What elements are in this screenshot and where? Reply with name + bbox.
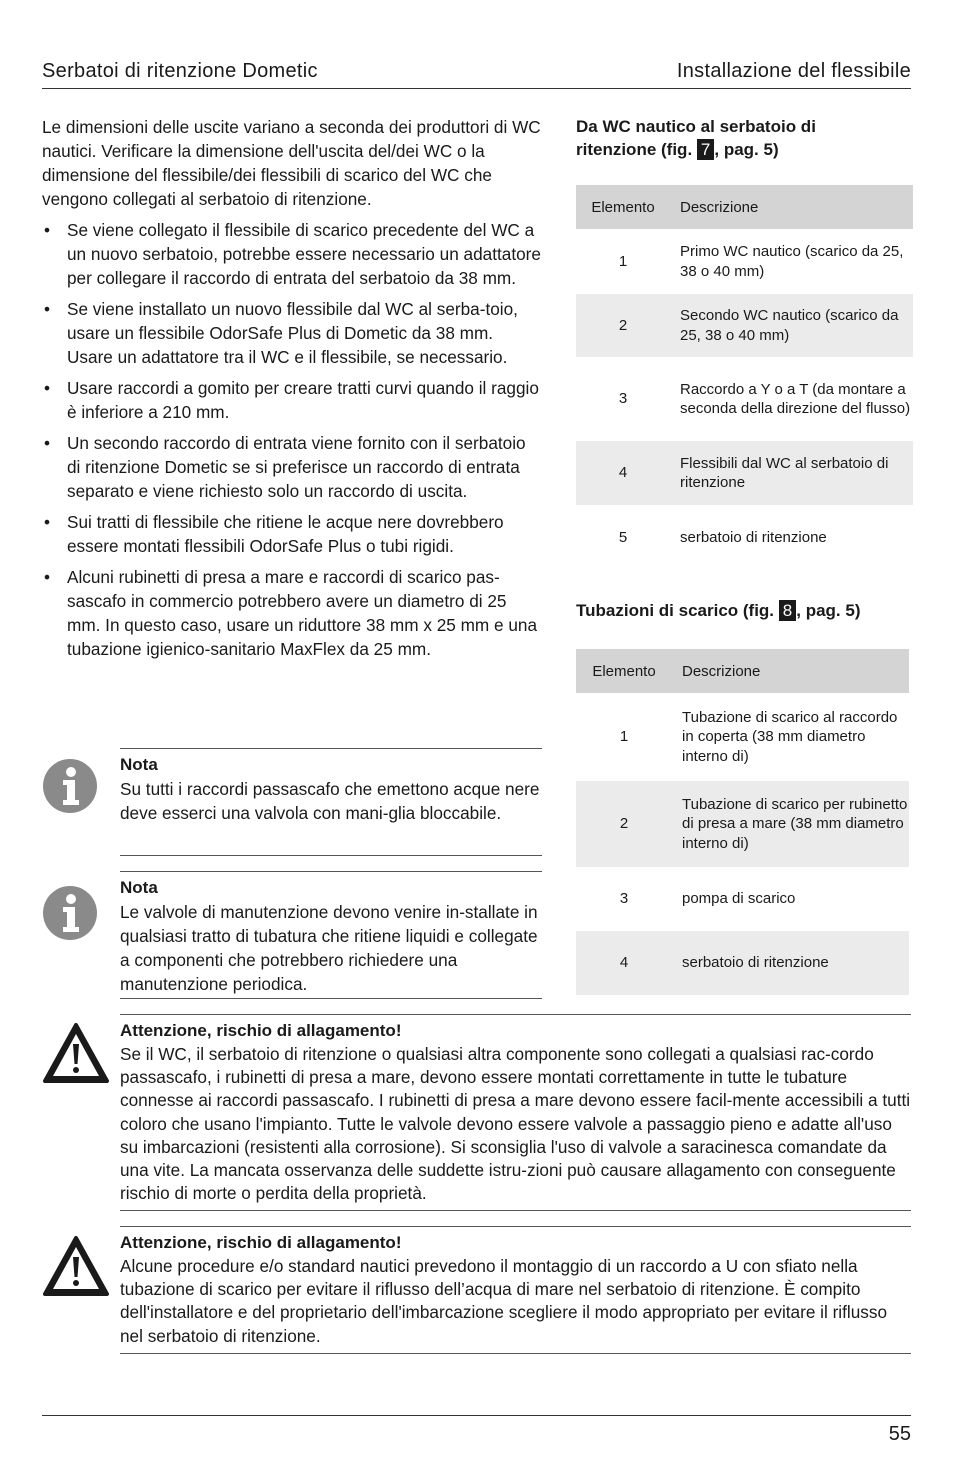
row-number: 1: [619, 728, 629, 746]
table2-title: [576, 599, 916, 622]
table2-title-text: Tubazioni di scarico (fig.: [576, 601, 775, 620]
table-header-row: [576, 649, 909, 693]
list-item: • Usare raccordi a gomito per creare tratti curvi quando il raggio è inferiore a 210 mm.: [42, 376, 542, 424]
table2-title-suffix: , pag. 5): [796, 601, 861, 620]
warning-triangle-icon: [42, 1235, 110, 1297]
section-header-title: Installazione del flessibile: [676, 60, 911, 82]
warning-title: Attenzione, rischio di allagamento!: [120, 1233, 402, 1252]
row-description: Flessibili dal WC al serbatoio di ritenzione: [670, 441, 913, 505]
table1-title: [576, 115, 876, 161]
document-header-title: Serbatoi di ritenzione Dometic: [42, 60, 318, 82]
note-top-rule: [120, 871, 542, 872]
row-description: serbatoio di ritenzione: [672, 931, 909, 995]
warning-body: Alcune procedure e/o standard nautici prevedono il montaggio di un raccordo a U con sfiato nella tubazione di scarico per evitare il riflusso dell’acqua di mare nel serbatoio di ritenzione. È compito dell'installatore e del proprietario dell'imbarcazione scegliere il modo appropriato per evitare il riflusso nel serbatoio di ritenzione.: [120, 1256, 888, 1346]
warning-top-rule: [120, 1226, 911, 1227]
list-item: • Sui tratti di flessibile che ritiene le acque nere dovrebbero essere montati flessibili OdorSafe Plus o tubi rigidi.: [42, 510, 542, 558]
warning-title: Attenzione, rischio di allagamento!: [120, 1021, 402, 1040]
table-row: [576, 294, 913, 357]
row-number: 1: [618, 252, 628, 270]
column-header-descrizione: Descrizione: [670, 185, 913, 229]
table-row: [576, 441, 913, 505]
note-body: Su tutti i raccordi passascafo che emettono acque nere deve esserci una valvola con mani-glia bloccabile.: [120, 779, 540, 823]
row-number: 2: [576, 781, 672, 867]
table1-title-text: Da WC nautico al serbatoio di ritenzione (fig.: [576, 117, 816, 159]
components-table: [576, 185, 913, 570]
row-description: Tubazione di scarico per rubinetto di presa a mare (38 mm diametro interno di): [672, 781, 909, 867]
table-row: [576, 931, 909, 995]
note-title: Nota: [120, 755, 158, 774]
page-number: 55: [888, 1423, 911, 1445]
list-item: • Un secondo raccordo di entrata viene fornito con il serbatoio di ritenzione Dometic se si preferisce un raccordo di entrata separato e viene richiesto solo un raccordo di uscita.: [42, 431, 542, 503]
table-row: [576, 781, 909, 867]
table-row: [576, 867, 909, 931]
table-row: [576, 229, 913, 294]
note-bottom-rule: [120, 855, 542, 856]
note-top-rule: [120, 748, 542, 749]
table-row: [576, 693, 909, 781]
column-header-elemento: Elemento: [576, 649, 672, 693]
row-description: serbatoio di ritenzione: [680, 528, 827, 546]
intro-paragraph: Le dimensioni delle uscite variano a seconda dei produttori di WC nautici. Verificare la dimensione dell'uscita del/dei WC o la dimensione del flessibile/dei flessibili di scarico del WC che vengono collegati al serbatoio di ritenzione.: [42, 117, 541, 209]
intro-section: [42, 115, 542, 668]
header-divider: [42, 88, 911, 89]
table-row: [576, 357, 913, 441]
table-header-row: [576, 185, 913, 229]
info-icon: [42, 758, 98, 814]
warning-body: Se il WC, il serbatoio di ritenzione o qualsiasi altra componente sono collegati a qualsiasi rac-cordo passascafo, i rubinetti di presa a mare, devono essere montati correttamente in tutte le tubature connesse ai raccordi passascafo. I rubinetti di presa a mare devono essere facil-mente accessibili a tutti coloro che usano l'impianto. Tutte le valvole devono essere valvole a passaggio pieno e adatte all'uso su imbarcazioni (resistenti alla corrosione). Si sconsiglia l'uso di valvole a saracinesca comandate da una vite. La mancata osservanza delle suddette istru-zioni può causare allagamento con conseguente rischio di morte o perdita della proprietà.: [120, 1044, 911, 1204]
row-number: 4: [576, 441, 670, 505]
note-title: Nota: [120, 878, 158, 897]
note-body: Le valvole di manutenzione devono venire in-stallate in qualsiasi tratto di tubatura che ritiene liquidi e collegate a componenti che potrebbero richiedere una manutenzione periodica.: [120, 902, 538, 994]
warning-bottom-rule: [120, 1353, 911, 1354]
figure-ref-badge: 7: [697, 139, 714, 160]
row-description: Tubazione di scarico al raccordo in coperta (38 mm diametro interno di): [682, 708, 898, 765]
row-number: 4: [576, 931, 672, 995]
row-number: 2: [576, 294, 670, 357]
row-description: pompa di scarico: [682, 890, 796, 908]
row-number: 5: [618, 528, 628, 546]
list-item: • Alcuni rubinetti di presa a mare e raccordi di scarico pas-sascafo in commercio potrebbero avere un diametro di 25 mm. In questo caso, usare un riduttore 38 mm x 25 mm e una tubazione igienico-sanitario MaxFlex da 25 mm.: [42, 565, 542, 661]
warning-top-rule: [120, 1014, 911, 1015]
info-icon: [42, 885, 98, 941]
table1-title-suffix: , pag. 5): [714, 140, 779, 159]
footer-divider: [42, 1415, 911, 1416]
row-description: Raccordo a Y o a T (da montare a seconda della direzione del flusso): [680, 380, 911, 417]
row-number: 3: [618, 390, 628, 408]
figure-ref-badge: 8: [779, 600, 796, 621]
column-header-elemento: Elemento: [576, 185, 670, 229]
row-number: 3: [619, 890, 629, 908]
warning-triangle-icon: [42, 1022, 110, 1084]
list-item: • Se viene installato un nuovo flessibile dal WC al serba-toio, usare un flessibile OdorSafe Plus di Dometic da 38 mm. Usare un adattatore tra il WC e il flessibile, se necessario.: [42, 297, 542, 369]
column-header-descrizione: Descrizione: [672, 649, 909, 693]
row-description: Secondo WC nautico (scarico da 25, 38 o 40 mm): [670, 294, 913, 357]
drain-table: [576, 649, 909, 995]
table-row: [576, 505, 913, 570]
warning-bottom-rule: [120, 1210, 911, 1211]
row-description: Primo WC nautico (scarico da 25, 38 o 40 mm): [680, 243, 904, 280]
note-bottom-rule: [120, 998, 542, 999]
list-item: • Se viene collegato il flessibile di scarico precedente del WC a un nuovo serbatoio, potrebbe essere necessario un adattatore per collegare il raccordo di entrata del serbatoio da 38 mm.: [42, 218, 542, 290]
bullet-list: [42, 218, 542, 661]
